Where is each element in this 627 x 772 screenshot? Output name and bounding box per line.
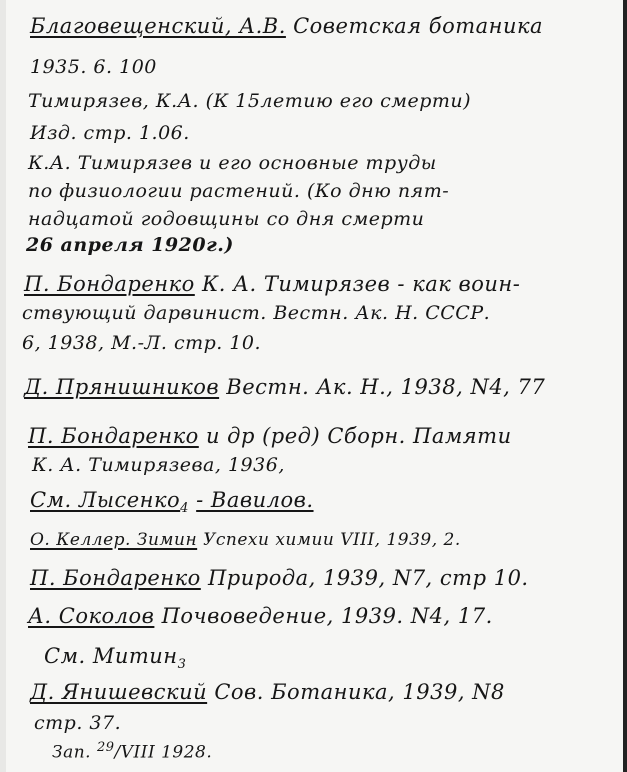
entry-1 <box>30 14 543 38</box>
entry-11 <box>44 644 186 672</box>
entry-note-date: /VIII 1928. <box>114 742 213 763</box>
entry-8-source: Успехи химии VIII, 1939, 2. <box>203 530 461 550</box>
entry-7 <box>30 488 314 516</box>
entry-5-source: Вестн. Ак. Н., 1938, N4, 77 <box>226 375 546 399</box>
entry-9 <box>30 566 529 590</box>
entry-1-author: Благовещенский, А.В. <box>30 14 286 38</box>
entry-note-day: 29 <box>97 740 115 755</box>
entry-8 <box>30 530 461 550</box>
entry-7-title: - Вавилов. <box>196 488 314 512</box>
entry-note-prefix: Зап. <box>52 742 92 763</box>
entry-9-source: Природа, 1939, N7, стр 10. <box>207 566 529 590</box>
entry-2-pub: Изд. стр. 1.06. <box>30 122 190 144</box>
entry-12-author: Д. Янишевский <box>30 680 208 704</box>
entry-6-line-2: К. А. Тимирязева, 1936, <box>32 454 285 476</box>
entry-3-line-1: К.А. Тимирязев и его основные труды <box>28 152 437 174</box>
entry-4 <box>24 272 520 296</box>
entry-12 <box>30 680 505 704</box>
entry-3-line-2: по физиологии растений. (Ко дню пят- <box>28 180 450 202</box>
entry-9-author: П. Бондаренко <box>30 566 201 590</box>
entry-6 <box>28 424 512 448</box>
entry-4-line-2: ствующий дарвинист. Вестн. Ак. Н. СССР. <box>22 302 491 324</box>
entry-10-author: А. Соколов <box>28 604 155 628</box>
entry-7-sub: 4 <box>180 501 189 517</box>
entry-2-title: Тимирязев, К.А. (К 15летию его смерти) <box>28 90 472 112</box>
entry-1-title: Советская ботаника <box>293 14 544 38</box>
entry-4-author: П. Бондаренко <box>24 272 195 296</box>
entry-11-sub: 3 <box>177 657 187 673</box>
entry-4-title: К. А. Тимирязев - как воин- <box>201 272 521 296</box>
entry-12-line-2: стр. 37. <box>34 712 122 734</box>
entry-10-source: Почвоведение, 1939. N4, 17. <box>161 604 493 628</box>
entry-11-author: См. Митин <box>44 644 178 668</box>
entry-8-author: О. Келлер. Зимин <box>30 530 198 550</box>
entry-note <box>52 740 212 763</box>
entry-6-author: П. Бондаренко <box>28 424 199 448</box>
entry-1-pub: 1935. 6. 100 <box>30 56 157 78</box>
entry-3-line-4: 26 апреля 1920г.) <box>26 234 234 256</box>
entry-7-author: См. Лысенко <box>30 488 181 512</box>
entry-12-source: Сов. Ботаника, 1939, N8 <box>214 680 505 704</box>
entry-4-line-3: 6, 1938, М.-Л. стр. 10. <box>22 332 262 354</box>
entry-5-author: Д. Прянишников <box>24 375 220 399</box>
entry-5 <box>24 375 545 399</box>
entry-3-line-3: надцатой годовщины со дня смерти <box>28 208 425 230</box>
entry-6-title: и др (ред) Сборн. Памяти <box>205 424 512 448</box>
card-edge <box>0 0 6 772</box>
entry-10 <box>28 604 493 628</box>
